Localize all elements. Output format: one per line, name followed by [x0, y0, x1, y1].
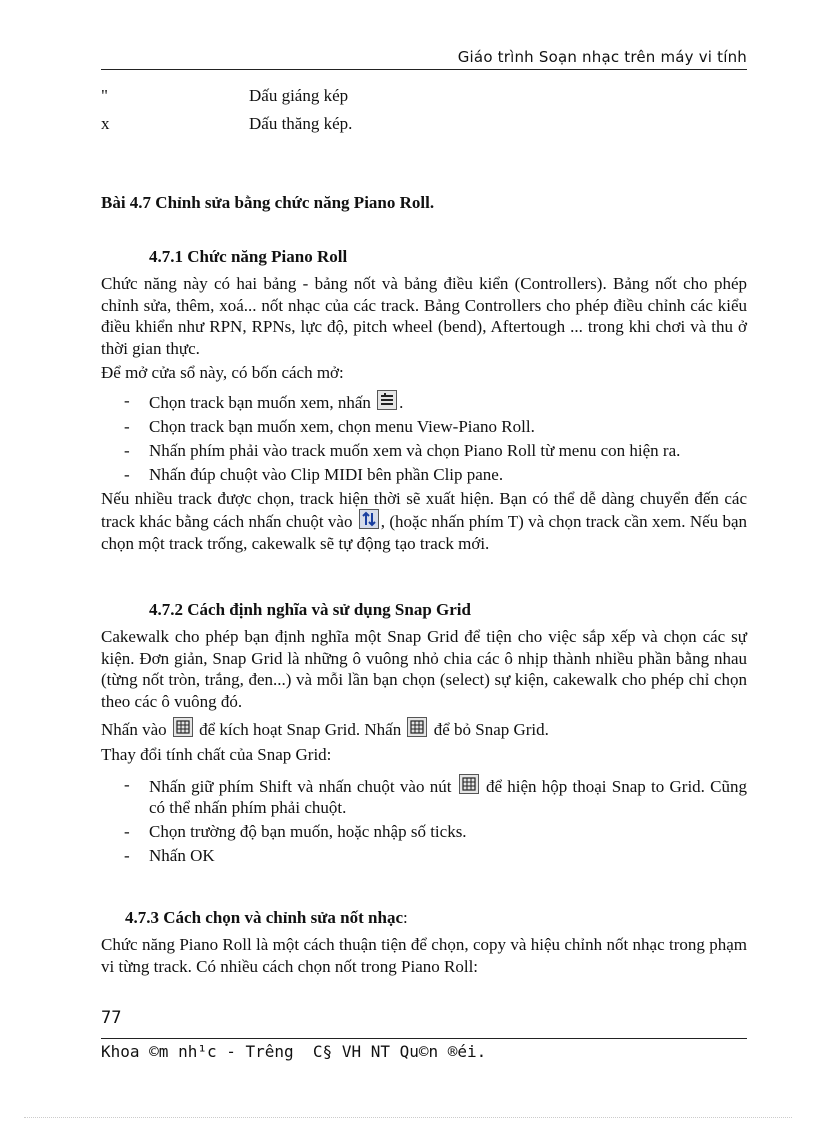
- symbol-row: [101, 86, 348, 106]
- section-title-suffix: :: [403, 908, 408, 927]
- dash-mark: -: [124, 390, 130, 410]
- dash-mark: -: [124, 822, 130, 841]
- symbol-glyph: ": [101, 86, 108, 105]
- paragraph: Để mở cửa sổ này, có bốn cách mở:: [101, 363, 344, 382]
- list-item-text: .: [399, 392, 404, 412]
- list-item: [101, 390, 747, 413]
- snap-grid-on-icon[interactable]: [173, 717, 193, 737]
- symbol-meaning: Dấu thăng kép.: [249, 114, 353, 133]
- list-item-text: Chọn trường độ bạn muốn, hoặc nhập số ticks.: [149, 822, 467, 841]
- list-item-text: Nhấn OK: [149, 846, 215, 865]
- section-title-text: 4.7.3 Cách chọn và chỉnh sửa nốt nhạc: [125, 908, 404, 927]
- list-item-text: để hiện hộp thoại Snap to Grid. Cũng có thể nhấn phím phải chuột.: [149, 777, 748, 817]
- list-item: [101, 416, 747, 437]
- list-item: [101, 440, 747, 461]
- list-item-text: Chọn track bạn muốn xem, nhấn: [149, 392, 371, 412]
- paragraph: Chức năng Piano Roll là một cách thuận tiện để chọn, copy và hiệu chỉnh nốt nhạc trong phạm vi từng track. Có nhiều cách chọn nốt trong Piano Roll:: [101, 935, 747, 976]
- dash-mark: -: [124, 775, 130, 794]
- symbol-row: [101, 114, 352, 134]
- list-item-text: Nhấn đúp chuột vào Clip MIDI bên phần Clip pane.: [149, 464, 504, 484]
- open-methods-list: [101, 390, 747, 485]
- paragraph-text: Nhấn vào: [101, 720, 167, 739]
- section-471-body: [101, 273, 747, 554]
- dash-mark: -: [124, 846, 130, 865]
- dash-mark: -: [124, 416, 130, 436]
- dash-mark: -: [124, 440, 130, 460]
- footer-rule: [101, 1038, 747, 1039]
- list-item: [101, 845, 747, 866]
- paragraph-text: Nếu nhiều track được chọn, track hiện thời sẽ xuất hiện. Bạn có thể dễ dàng chuyển đến các track khác bằng cách nhấn chuột vào: [101, 488, 747, 531]
- paragraph-text: để kích hoạt Snap Grid. Nhấn: [199, 720, 402, 739]
- snap-grid-off-icon[interactable]: [407, 717, 427, 737]
- section-title-472: 4.7.2 Cách định nghĩa và sử dụng Snap Grid: [149, 600, 471, 619]
- snap-grid-steps-list: [101, 774, 747, 866]
- running-footer: Khoa ©m nh¹c - Trêng C§ VH NT Qu©n ®éi.: [101, 1042, 487, 1061]
- paragraph: [101, 717, 747, 741]
- paragraph-text: , (hoặc nhấn phím T) và chọn track cần xem. Nếu bạn chọn một track trống, cakewalk sẽ tự động tạo track mới.: [101, 512, 747, 553]
- page-edge-divider: [24, 1117, 792, 1118]
- section-title-473: [125, 908, 408, 928]
- list-item: [101, 774, 747, 818]
- symbol-glyph: x: [101, 114, 110, 133]
- list-item-text: Nhấn phím phải vào track muốn xem và chọn Piano Roll từ menu con hiện ra.: [149, 440, 681, 460]
- header-rule: [101, 69, 747, 70]
- lesson-title: Bài 4.7 Chỉnh sửa bằng chức năng Piano Roll.: [101, 193, 435, 212]
- section-472-body: [101, 626, 747, 869]
- running-header: Giáo trình Soạn nhạc trên máy vi tính: [457, 48, 747, 66]
- list-item-text: Chọn track bạn muốn xem, chọn menu View-Piano Roll.: [149, 416, 535, 436]
- dash-mark: -: [124, 464, 130, 484]
- paragraph: Cakewalk cho phép bạn định nghĩa một Snap Grid để tiện cho việc sắp xếp và chọn các sự kiện. Đơn giản, Snap Grid là những ô vuông nhỏ chia các ô nhịp thành nhiều phần bằng nhau (từng nốt tròn, trắng, đen...) và mỗi lần bạn chọn (select) sự kiện, cakewalk cho phép chỉ chọn theo các ô vuông đó.: [101, 627, 747, 711]
- paragraph: [101, 488, 747, 555]
- list-item: [101, 464, 747, 485]
- section-473-body: [101, 934, 747, 977]
- symbol-meaning: Dấu giáng kép: [249, 86, 349, 105]
- piano-roll-icon[interactable]: [377, 390, 397, 410]
- list-item: [101, 821, 747, 842]
- section-title-471: 4.7.1 Chức năng Piano Roll: [149, 247, 348, 266]
- track-switch-icon[interactable]: [359, 509, 379, 529]
- list-item-text: Nhấn giữ phím Shift và nhấn chuột vào nút: [149, 777, 452, 796]
- paragraph: Chức năng này có hai bảng - bảng nốt và bảng điều kiển (Controllers). Bảng nốt cho phép chỉnh sửa, thêm, xoá... nốt nhạc của các track. Bảng Controllers cho phép điều chỉnh các kiểu điều khiển như RPN, RPNs, lực độ, pitch wheel (bend), Aftertough ... trong khi chơi và thu ở thời gian thực.: [101, 274, 747, 358]
- page-number: 77: [101, 1008, 122, 1028]
- snap-grid-icon[interactable]: [459, 774, 479, 794]
- paragraph: Thay đổi tính chất của Snap Grid:: [101, 744, 332, 764]
- paragraph-text: để bỏ Snap Grid.: [433, 720, 549, 739]
